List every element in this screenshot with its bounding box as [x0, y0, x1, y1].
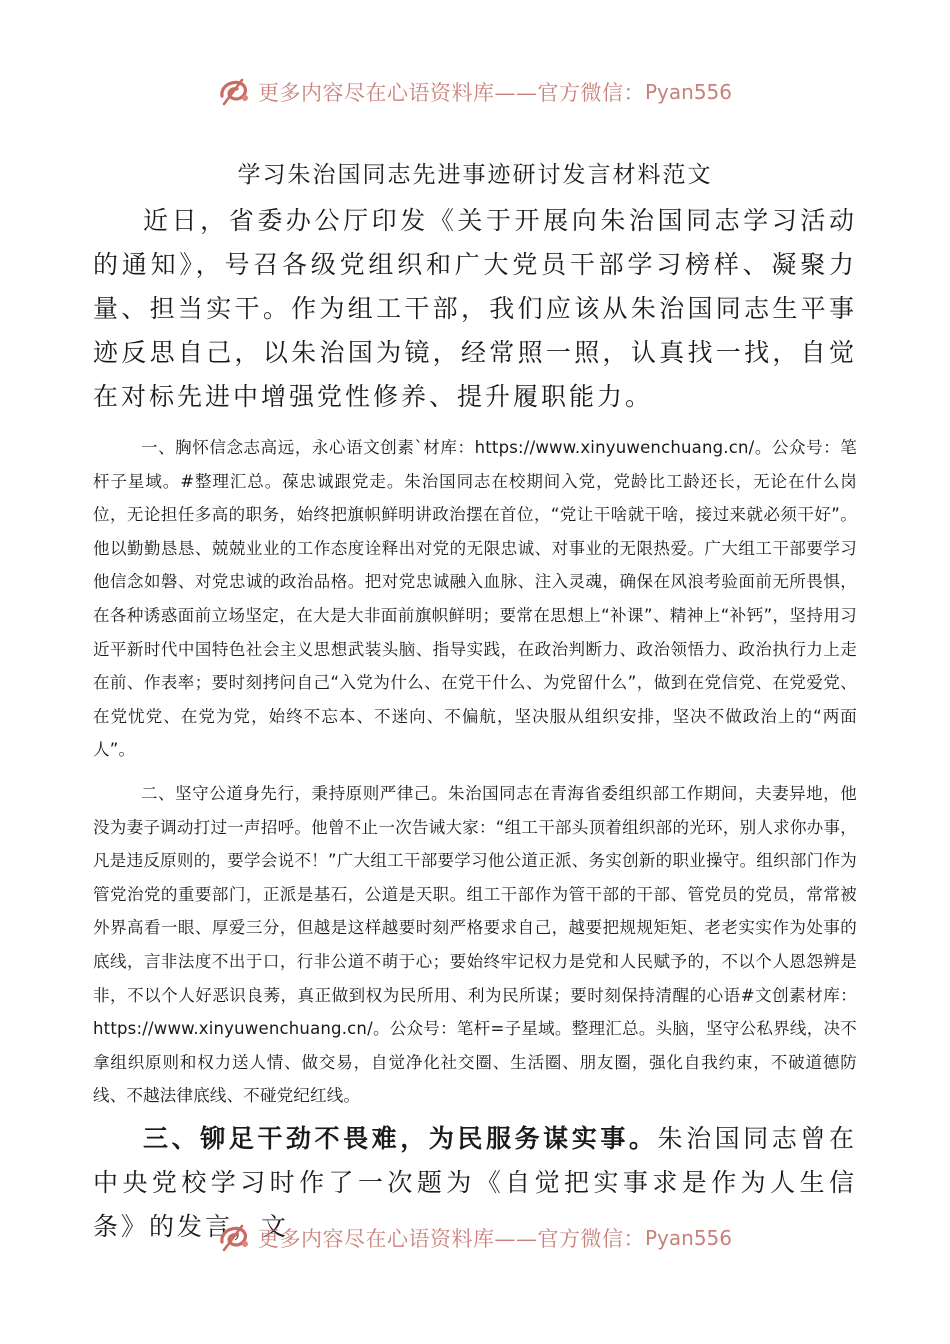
document-body: [93, 150, 857, 1249]
section-1-paragraph: 一、胸怀信念志高远，永心语文创素`材库：https://www.xinyuwenchuang.cn/。公众号：笔杆子星域。#整理汇总。葆忠诚跟党走。朱治国同志在校期间入党，党龄比工龄还长，无论在什么岗位，无论担任多高的职务，始终把旗帜鲜明讲政治摆在首位，“党让干啥就干啥，接过来就必须干好”。他以勤勤恳恳、兢兢业业的工作态度诠释出对党的无限忠诚、对事业的无限热爱。广大组工干部要学习他信念如磐、对党忠诚的政治品格。把对党忠诚融入血脉、注入灵魂，确保在风浪考验面前无所畏惧，在各种诱惑面前立场坚定，在大是大非面前旗帜鲜明；要常在思想上“补课”、精神上“补钙”，坚持用习近平新时代中国特色社会主义思想武装头脑、指导实践，在政治判断力、政治领悟力、政治执行力上走在前、作表率；要时刻拷问自己“入党为什么、在党干什么、为党留什么”，做到在党信党、在党爱党、在党忧党、在党为党，始终不忘本、不迷向、不偏航，坚决服从组织安排，坚决不做政治上的“两面人”。: [93, 438, 858, 760]
loop-swoosh-logo-icon: [218, 74, 254, 110]
loop-swoosh-logo-icon: [218, 1220, 254, 1256]
document-title: 学习朱治国同志先进事迹研讨发言材料范文: [237, 162, 713, 188]
section-3-heading: 三、铆足干劲不畏难，为民服务谋实事。: [143, 1123, 658, 1153]
banner-text: 更多内容尽在心语资料库——官方微信：: [257, 1227, 645, 1251]
banner-text: 更多内容尽在心语资料库——官方微信：: [257, 81, 645, 105]
banner-wechat-id: Pyan556: [644, 80, 732, 104]
banner-wechat-id: Pyan556: [644, 1226, 732, 1250]
section-2-paragraph: 二、坚守公道身先行，秉持原则严律己。朱治国同志在青海省委组织部工作期间，夫妻异地，他没为妻子调动打过一声招呼。他曾不止一次告诫大家：“组工干部头顶着组织部的光环，别人求你办事，凡是违反原则的，要学会说不！”广大组工干部要学习他公道正派、务实创新的职业操守。组织部门作为管党治党的重要部门，正派是基石，公道是天职。组工干部作为管干部的干部、管党员的党员，常常被外界高看一眼、厚爱三分，但越是这样越要时刻严格要求自己，越要把规规矩矩、老老实实作为处事的底线，言非法度不出于口，行非公道不萌于心；要始终牢记权力是党和人民赋予的，不以个人恩怨辨是非，不以个人好恶识良莠，真正做到权为民所用、利为民所谋；要时刻保持清醒的心语#文创素材库：https://www.xinyuwenchuang.cn/。公众号：笔杆=子星域。整理汇总。头脑，坚守公私界线，决不拿组织原则和权力送人情、做交易，自觉净化社交圈、生活圈、朋友圈，强化自我约束，不破道德防线、不越法律底线、不碰党纪红线。: [93, 783, 857, 1106]
header-banner: [0, 72, 950, 112]
footer-banner: [0, 1218, 950, 1258]
intro-paragraph: 近日，省委办公厅印发《关于开展向朱治国同志学习活动的通知》，号召各级党组织和广大党员干部学习榜样、凝聚力量、担当实干。作为组工干部，我们应该从朱治国同志生平事迹反思自己，以朱治国为镜，经常照一照，认真找一找，自觉在对标先进中增强党性修养、提升履职能力。: [93, 206, 857, 411]
section-3-body: 朱治国同志曾在中央党校学习时作了一次题为《自觉把实事求是作为人生信条》的发言，文: [93, 1123, 857, 1241]
